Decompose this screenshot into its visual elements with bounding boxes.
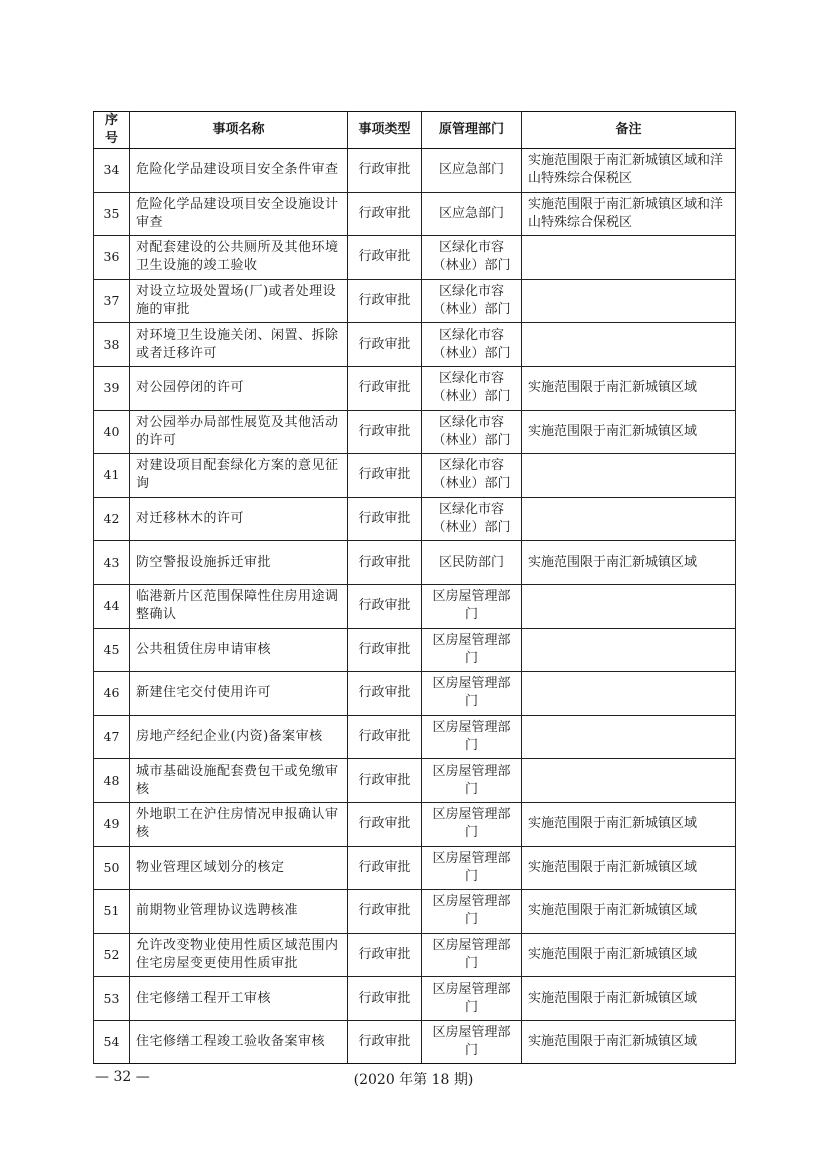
header-name: 事项名称: [130, 112, 348, 149]
table-row: [94, 323, 736, 367]
cell-dept: 区民防部门: [422, 541, 522, 585]
cell-dept: 区绿化市容（林业）部门: [422, 497, 522, 541]
cell-type: 行政审批: [348, 279, 422, 323]
cell-dept: 区房屋管理部门: [422, 890, 522, 934]
table-row: [94, 802, 736, 846]
cell-num: 48: [94, 759, 130, 803]
table-row: [94, 584, 736, 628]
cell-name: 对公园停闭的许可: [130, 366, 348, 410]
cell-note: [522, 759, 736, 803]
cell-name: 对环境卫生设施关闭、闲置、拆除或者迁移许可: [130, 323, 348, 367]
cell-dept: 区房屋管理部门: [422, 846, 522, 890]
cell-num: 41: [94, 454, 130, 498]
cell-type: 行政审批: [348, 802, 422, 846]
cell-num: 35: [94, 192, 130, 236]
cell-dept: 区绿化市容（林业）部门: [422, 279, 522, 323]
cell-name: 允许改变物业使用性质区域范围内住宅房屋变更使用性质审批: [130, 933, 348, 977]
cell-num: 45: [94, 628, 130, 672]
cell-dept: 区房屋管理部门: [422, 759, 522, 803]
cell-type: 行政审批: [348, 366, 422, 410]
cell-dept: 区房屋管理部门: [422, 584, 522, 628]
cell-type: 行政审批: [348, 497, 422, 541]
cell-type: 行政审批: [348, 541, 422, 585]
table-row: [94, 715, 736, 759]
table-row: [94, 672, 736, 716]
cell-dept: 区房屋管理部门: [422, 628, 522, 672]
cell-name: 物业管理区域划分的核定: [130, 846, 348, 890]
table-row: [94, 279, 736, 323]
cell-name: 住宅修缮工程竣工验收备案审核: [130, 1020, 348, 1064]
cell-type: 行政审批: [348, 584, 422, 628]
cell-note: [522, 715, 736, 759]
cell-name: 危险化学品建设项目安全设施设计审查: [130, 192, 348, 236]
table-row: [94, 497, 736, 541]
cell-name: 对建设项目配套绿化方案的意见征询: [130, 454, 348, 498]
table-row: [94, 846, 736, 890]
cell-type: 行政审批: [348, 192, 422, 236]
cell-type: 行政审批: [348, 236, 422, 280]
cell-type: 行政审批: [348, 977, 422, 1021]
page-number: — 32 —: [95, 1069, 150, 1085]
cell-note: [522, 672, 736, 716]
cell-note: 实施范围限于南汇新城镇区域: [522, 802, 736, 846]
cell-note: [522, 584, 736, 628]
table-row: [94, 149, 736, 193]
cell-note: 实施范围限于南汇新城镇区域: [522, 933, 736, 977]
cell-num: 50: [94, 846, 130, 890]
items-table: [93, 111, 736, 1064]
cell-num: 49: [94, 802, 130, 846]
table-row: [94, 759, 736, 803]
cell-type: 行政审批: [348, 323, 422, 367]
cell-num: 39: [94, 366, 130, 410]
cell-name: 对公园举办局部性展览及其他活动的许可: [130, 410, 348, 454]
cell-name: 住宅修缮工程开工审核: [130, 977, 348, 1021]
cell-dept: 区应急部门: [422, 192, 522, 236]
cell-num: 44: [94, 584, 130, 628]
cell-dept: 区绿化市容（林业）部门: [422, 454, 522, 498]
table-row: [94, 236, 736, 280]
table-body: [94, 149, 736, 1064]
cell-dept: 区绿化市容（林业）部门: [422, 236, 522, 280]
cell-note: 实施范围限于南汇新城镇区域和洋山特殊综合保税区: [522, 192, 736, 236]
cell-note: 实施范围限于南汇新城镇区域: [522, 890, 736, 934]
cell-type: 行政审批: [348, 628, 422, 672]
cell-num: 52: [94, 933, 130, 977]
cell-name: 危险化学品建设项目安全条件审查: [130, 149, 348, 193]
cell-type: 行政审批: [348, 846, 422, 890]
table-row: [94, 366, 736, 410]
cell-num: 51: [94, 890, 130, 934]
cell-name: 对迁移林木的许可: [130, 497, 348, 541]
cell-dept: 区房屋管理部门: [422, 933, 522, 977]
cell-type: 行政审批: [348, 759, 422, 803]
cell-name: 新建住宅交付使用许可: [130, 672, 348, 716]
cell-dept: 区应急部门: [422, 149, 522, 193]
cell-num: 36: [94, 236, 130, 280]
cell-num: 38: [94, 323, 130, 367]
cell-type: 行政审批: [348, 715, 422, 759]
cell-name: 城市基础设施配套费包干或免缴审核: [130, 759, 348, 803]
cell-type: 行政审批: [348, 454, 422, 498]
cell-num: 34: [94, 149, 130, 193]
cell-name: 前期物业管理协议选聘核准: [130, 890, 348, 934]
cell-note: [522, 628, 736, 672]
cell-dept: 区房屋管理部门: [422, 977, 522, 1021]
table-row: [94, 410, 736, 454]
cell-note: 实施范围限于南汇新城镇区域: [522, 1020, 736, 1064]
cell-note: [522, 279, 736, 323]
table-row: [94, 454, 736, 498]
cell-type: 行政审批: [348, 933, 422, 977]
cell-name: 对配套建设的公共厕所及其他环境卫生设施的竣工验收: [130, 236, 348, 280]
cell-type: 行政审批: [348, 672, 422, 716]
cell-name: 对设立垃圾处置场(厂)或者处理设施的审批: [130, 279, 348, 323]
cell-note: [522, 454, 736, 498]
cell-name: 公共租赁住房申请审核: [130, 628, 348, 672]
cell-note: [522, 323, 736, 367]
table-header-row: [94, 112, 736, 149]
table-row: [94, 1020, 736, 1064]
cell-dept: 区绿化市容（林业）部门: [422, 366, 522, 410]
table-row: [94, 890, 736, 934]
cell-name: 房地产经纪企业(内资)备案审核: [130, 715, 348, 759]
cell-num: 46: [94, 672, 130, 716]
cell-note: 实施范围限于南汇新城镇区域: [522, 846, 736, 890]
table-row: [94, 977, 736, 1021]
header-num: 序号: [94, 112, 130, 149]
cell-type: 行政审批: [348, 1020, 422, 1064]
table-row: [94, 541, 736, 585]
cell-type: 行政审批: [348, 890, 422, 934]
cell-dept: 区房屋管理部门: [422, 672, 522, 716]
cell-note: [522, 497, 736, 541]
cell-note: 实施范围限于南汇新城镇区域: [522, 977, 736, 1021]
cell-name: 外地职工在沪住房情况申报确认审核: [130, 802, 348, 846]
cell-note: [522, 236, 736, 280]
cell-type: 行政审批: [348, 410, 422, 454]
cell-dept: 区房屋管理部门: [422, 715, 522, 759]
header-type: 事项类型: [348, 112, 422, 149]
cell-name: 临港新片区范围保障性住房用途调整确认: [130, 584, 348, 628]
cell-num: 47: [94, 715, 130, 759]
cell-dept: 区绿化市容（林业）部门: [422, 323, 522, 367]
cell-name: 防空警报设施拆迁审批: [130, 541, 348, 585]
header-dept: 原管理部门: [422, 112, 522, 149]
cell-num: 37: [94, 279, 130, 323]
cell-note: 实施范围限于南汇新城镇区域和洋山特殊综合保税区: [522, 149, 736, 193]
cell-num: 42: [94, 497, 130, 541]
table-row: [94, 192, 736, 236]
table-row: [94, 933, 736, 977]
cell-dept: 区房屋管理部门: [422, 802, 522, 846]
cell-dept: 区房屋管理部门: [422, 1020, 522, 1064]
cell-note: 实施范围限于南汇新城镇区域: [522, 366, 736, 410]
table-row: [94, 628, 736, 672]
cell-num: 40: [94, 410, 130, 454]
cell-dept: 区绿化市容（林业）部门: [422, 410, 522, 454]
cell-note: 实施范围限于南汇新城镇区域: [522, 541, 736, 585]
cell-note: 实施范围限于南汇新城镇区域: [522, 410, 736, 454]
issue-label: (2020 年第 18 期): [353, 1072, 474, 1088]
header-note: 备注: [522, 112, 736, 149]
cell-num: 43: [94, 541, 130, 585]
cell-num: 54: [94, 1020, 130, 1064]
cell-num: 53: [94, 977, 130, 1021]
cell-type: 行政审批: [348, 149, 422, 193]
